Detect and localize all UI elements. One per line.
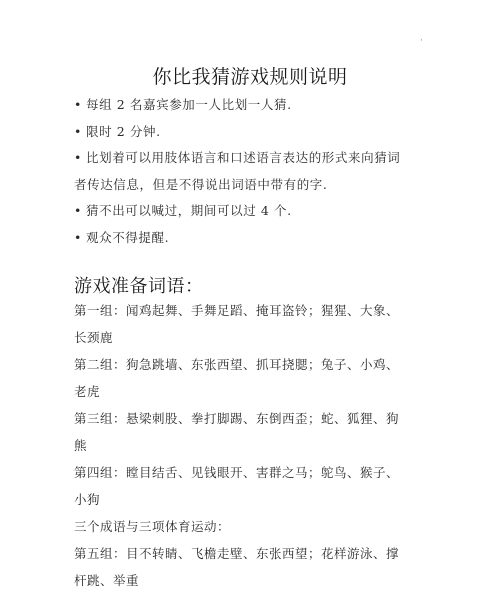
bullet: •: [74, 97, 82, 112]
rule-item-continued: [74, 172, 434, 199]
rule-item: [74, 198, 434, 225]
word-line: 第一组：闻鸡起舞、手舞足蹈、掩耳盗铃；猩猩、大象、: [74, 303, 400, 318]
rule-item: [74, 119, 434, 146]
word-line: 熊: [74, 438, 88, 453]
word-line: 第三组：悬梁刺股、拳打脚踢、东倒西歪；蛇、狐狸、狗: [74, 411, 400, 426]
page-title: 你比我猜游戏规则说明: [152, 66, 348, 88]
rule-text: 限时 2 分钟.: [86, 123, 161, 139]
rule-text: 观众不得提醒.: [86, 229, 170, 245]
rule-item: [74, 145, 434, 172]
rule-text: 每组 2 名嘉宾参加一人比划一人猜.: [86, 97, 292, 112]
word-line: 第五组：目不转睛、飞檐走壁、东张西望；花样游泳、撑: [74, 546, 400, 561]
rule-text: 比划着可以用肢体语言和口述语言表达的形式来向猜词: [86, 150, 401, 165]
word-line: 第二组：狗急跳墙、东张西望、抓耳挠腮；兔子、小鸡、: [74, 357, 400, 372]
bullet: •: [74, 123, 82, 139]
rules-list: [74, 92, 434, 251]
rule-text: 者传达信息，但是不得说出词语中带有的字.: [74, 176, 328, 192]
bullet: •: [74, 229, 82, 245]
word-line: 第四组：瞠目结舌、见钱眼开、害群之马；鸵鸟、猴子、: [74, 465, 400, 480]
word-line: 小狗: [74, 492, 101, 507]
word-line: 杆跳、举重: [74, 573, 140, 588]
rule-item: [74, 225, 434, 252]
bullet: •: [74, 150, 82, 165]
word-line: 老虎: [74, 384, 101, 399]
rule-item: [74, 92, 434, 119]
corner-mark: ·: [420, 36, 423, 46]
bullet: •: [74, 203, 82, 218]
rule-text: 猜不出可以喊过，期间可以过 4 个.: [86, 203, 292, 218]
section-title: 游戏准备词语：: [74, 276, 204, 297]
word-line: 三个成语与三项体育运动：: [74, 519, 231, 534]
word-list: [74, 297, 424, 594]
word-line: 长颈鹿: [74, 330, 114, 345]
